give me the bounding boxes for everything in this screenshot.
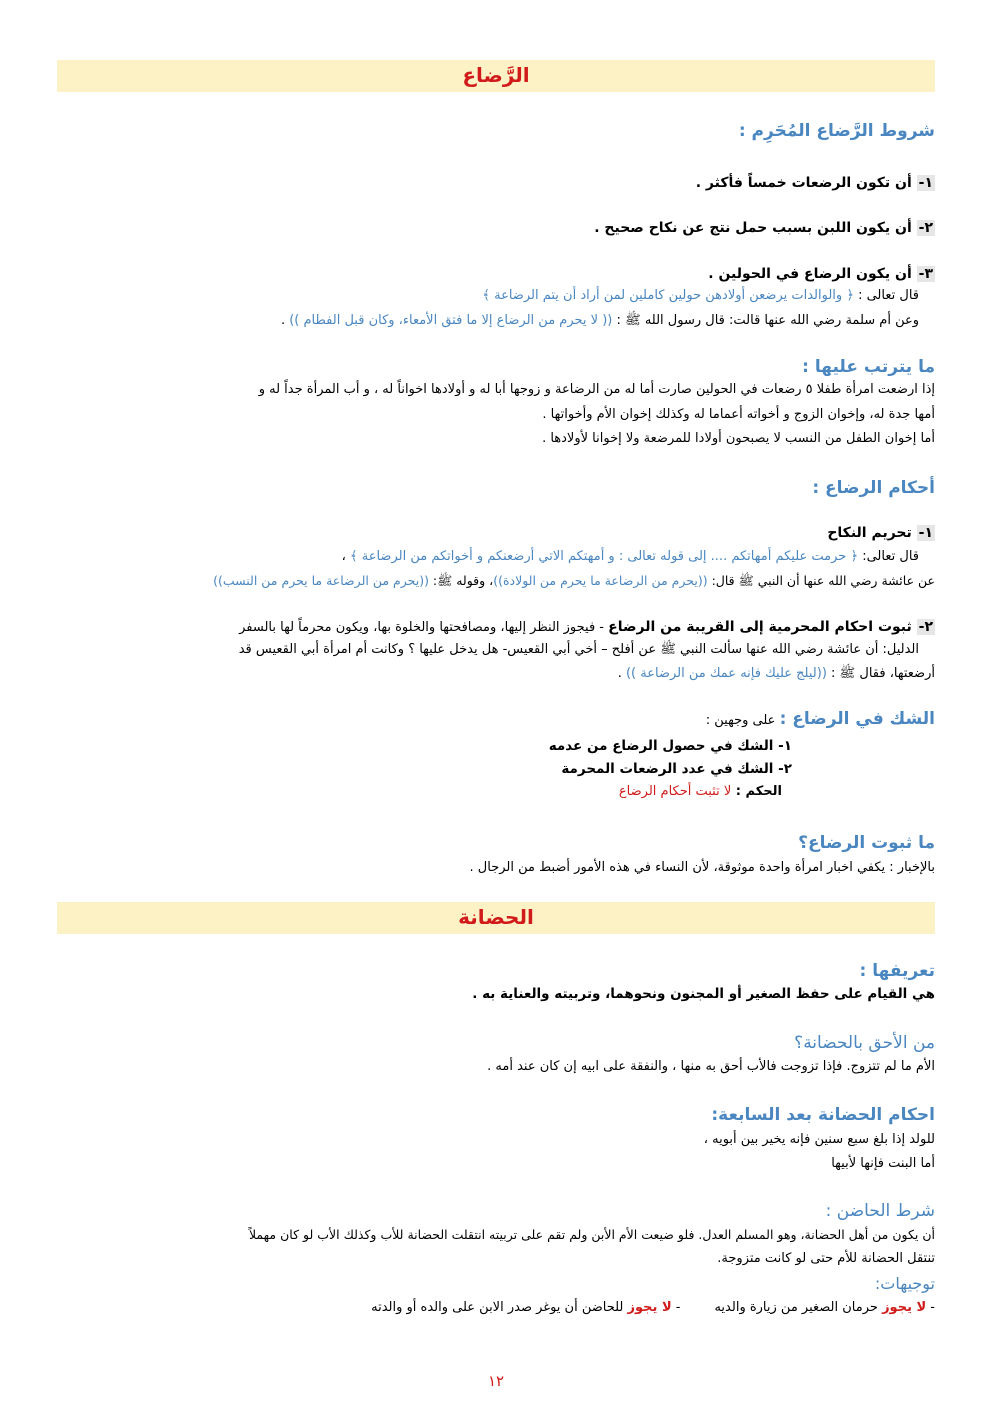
consequences-line-2: أمها جدة له، وإخوان الزوج و أخواته أعماما له وكذلك إخوان الأم وأخواتها .: [542, 407, 935, 422]
quran-verse: ﴿ حرمت عليكم أمهاتكم .... إلى قوله تعالى : و أمهتكم الاتي أرضعنكم و أخواتكم من الرضاعة ﴾: [349, 549, 859, 564]
after-seven-section: [711, 1104, 935, 1126]
quran-suffix: ،: [341, 549, 350, 564]
hadith-evidence: [281, 311, 935, 330]
hadith-quote: (( لا يحرم من الرضاع إلا ما فتق الأمعاء، وكان قبل الفطام )): [289, 313, 613, 328]
conditions-heading: شروط الرَّضاع المُحَرِم :: [738, 121, 935, 141]
doubt-heading: الشك في الرضاع :: [779, 709, 935, 729]
condition-item-2: [594, 218, 935, 238]
hadith-quote-1: ((يحرم من الرضاعة ما يحرم من الولادة)): [493, 573, 708, 588]
item-text: ثبوت احكام المحرمية إلى القريبة من الرضاع: [608, 619, 912, 635]
item-rest: - فيجوز النظر إليها، ومصافحتها والخلوة بها، ويكون محرماً لها بالسفر: [239, 620, 609, 635]
hadith-prefix: عن عائشة رضي الله عنها أن النبي ﷺ قال:: [707, 573, 935, 588]
guidance-block: [875, 1273, 935, 1295]
consequences-heading: ما يترتب عليها :: [802, 357, 935, 377]
section-title-band: [57, 60, 935, 92]
condition-item-1: [696, 173, 935, 193]
consequences-line-3: أما إخوان الطفل من النسب لا يصبحون أولادا للمرضعة ولا إخوانا لأولادها .: [542, 431, 935, 446]
proof-section: [798, 832, 935, 854]
doubt-ruling: [619, 782, 782, 801]
most-entitled-text: الأم ما لم تتزوج. فإذا تزوجت فالأب أحق به منها ، والنفقة على ابيه إن كان عند أمه .: [487, 1059, 935, 1074]
ruling-item-2: [239, 617, 935, 637]
guidance-label: لا يجوز: [882, 1300, 927, 1315]
ruling-item-1: [827, 523, 935, 543]
item-text: أن تكون الرضعات خمساً فأكثر .: [695, 175, 912, 191]
guidance-line: [371, 1298, 935, 1317]
hadith-suffix: .: [280, 313, 290, 328]
definition-heading: تعريفها :: [859, 961, 935, 981]
quran-evidence: [482, 286, 935, 305]
evidence-line-2: [618, 664, 935, 683]
ruling-1-hadith: [213, 571, 935, 590]
evidence-suffix: .: [617, 666, 626, 681]
ruling-label: الحكم :: [731, 784, 782, 799]
item-number: ٣-: [918, 266, 933, 282]
quran-prefix: قال تعالى :: [853, 288, 919, 303]
custodian-heading: شرط الحاضن :: [825, 1201, 935, 1221]
guidance-heading: توجيهات:: [874, 1274, 935, 1293]
dash: -: [671, 1300, 681, 1315]
definition-section: [860, 960, 936, 982]
after-seven-line-1: للولد إذا بلغ سبع سنين فإنه يخير بين أبويه ،: [703, 1132, 935, 1147]
item-number: ٢-: [918, 220, 933, 236]
proof-heading: ما ثبوت الرضاع؟: [798, 833, 935, 853]
evidence-quote: ((ليلج عليك فإنه عمك من الرضاعة )): [625, 666, 827, 681]
section-title-radaa: الرَّضاع: [462, 63, 530, 87]
evidence-prefix: أرضعتها، فقال ﷺ :: [826, 666, 935, 681]
custodian-section: [826, 1200, 935, 1222]
custodian-line-2: تنتقل الحضانة للأم حتى لو كانت متزوجة.: [717, 1251, 935, 1266]
proof-text: بالإخبار : يكفي اخبار امرأة واحدة موثوقة، لأن النساء في هذه الأمور أضبط من الرجال .: [469, 860, 935, 875]
conditions-section: [739, 120, 935, 142]
hadith-mid: ، وقوله ﷺ:: [428, 573, 494, 588]
definition-text: هي القيام على حفظ الصغير أو المجنون ونحوهما، وتربيته والعناية به .: [472, 986, 935, 1002]
after-seven-line-2: أما البنت فإنها لأبيها: [831, 1156, 935, 1171]
doubt-intro: على وجهين :: [705, 713, 780, 728]
item-number: ١-: [918, 175, 933, 191]
page-number: ١٢: [487, 1372, 505, 1390]
ruling-1-quran: [342, 547, 935, 566]
guidance-text: للحاضن أن يوغر صدر الابن على والده أو والدته: [371, 1300, 628, 1315]
hadith-quote-2: ((يحرم من الرضاعة ما يحرم من النسب)): [213, 573, 429, 588]
dash: -: [926, 1300, 935, 1315]
most-entitled-heading: من الأحق بالحضانة؟: [794, 1033, 935, 1053]
section-title-band: [57, 902, 935, 934]
item-number: ٢-: [918, 619, 933, 635]
consequences-section: [802, 356, 935, 378]
guidance-item-2: [371, 1300, 680, 1315]
guidance-text: حرمان الصغير من زيارة والديه: [714, 1300, 883, 1315]
most-entitled-section: [794, 1032, 935, 1054]
after-seven-heading: احكام الحضانة بعد السابعة:: [711, 1105, 935, 1125]
rulings-heading: أحكام الرضاع :: [812, 478, 935, 498]
item-text: أن يكون اللبن بسبب حمل نتج عن نكاح صحيح .: [594, 220, 912, 236]
section-title-hadana: الحضانة: [458, 905, 534, 929]
rulings-section: [812, 477, 935, 499]
item-text: أن يكون الرضاع في الحولين .: [708, 266, 912, 282]
consequences-line-1: إذا ارضعت امرأة طفلا ٥ رضعات في الحولين صارت أما له من الرضاعة و زوجها أبا له و أولادها اخواناً له ، و أب المرأة جداً له و: [258, 382, 935, 397]
guidance-item-1: [714, 1300, 935, 1315]
ruling-text: لا تثبت أحكام الرضاع: [618, 784, 732, 799]
hadith-prefix: وعن أم سلمة رضي الله عنها قالت: قال رسول الله ﷺ :: [612, 313, 919, 328]
custodian-line-1: أن يكون من أهل الحضانة، وهو المسلم العدل. فلو ضيعت الأم الأبن ولم تقم على تربيته انتقلت الحضانة للأب وكذلك الأب لو كان مهملاً: [248, 1227, 935, 1242]
doubt-item-2: ٢- الشك في عدد الرضعات المحرمة: [561, 761, 792, 777]
evidence-line-1: الدليل: أن عائشة رضي الله عنها سألت النبي ﷺ عن أفلح – أخي أبي القعيس- هل يدخل عليها ؟ وكانت أم امرأة أبي القعيس قد: [238, 642, 919, 657]
doubt-section: [706, 708, 935, 730]
quran-verse: ﴿ والوالدات يرضعن أولادهن حولين كاملين لمن أراد أن يتم الرضاعة ﴾: [482, 288, 854, 303]
quran-prefix: قال تعالى:: [858, 549, 919, 564]
condition-item-3: [708, 264, 935, 284]
item-number: ١-: [918, 525, 933, 541]
guidance-label: لا يجوز: [627, 1300, 672, 1315]
doubt-item-1: ١- الشك في حصول الرضاع من عدمه: [548, 738, 792, 754]
item-text: تحريم النكاح: [827, 525, 912, 541]
